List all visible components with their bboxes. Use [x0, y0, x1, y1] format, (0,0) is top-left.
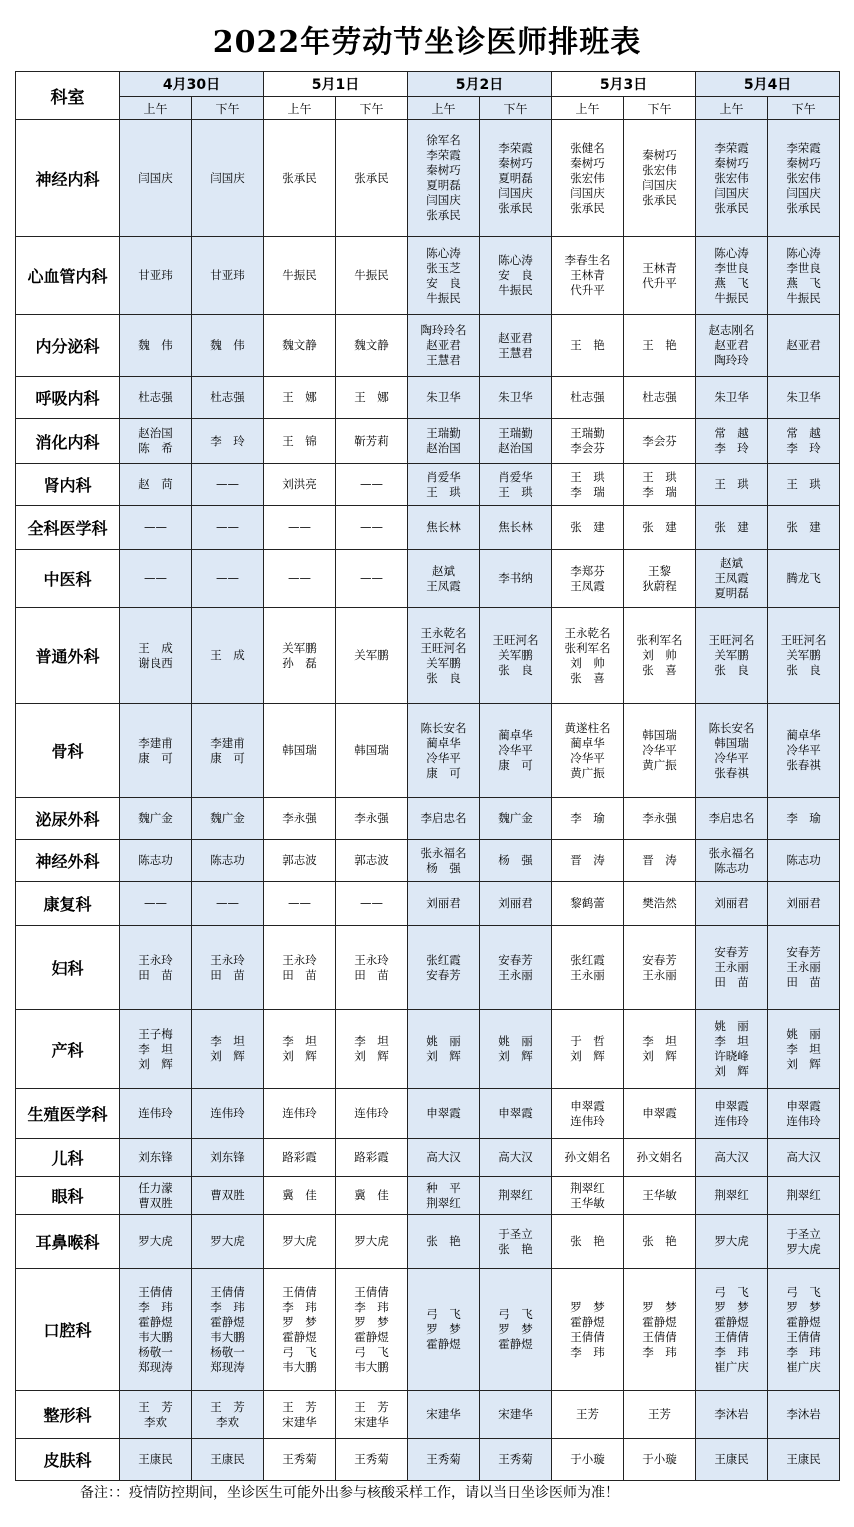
schedule-cell: 王 芳 宋建华 [264, 1391, 336, 1439]
schedule-cell: 晋 涛 [624, 840, 696, 882]
schedule-cell: 张永福名 陈志功 [696, 840, 768, 882]
schedule-cell: 连伟玲 [192, 1089, 264, 1139]
schedule-cell: 王 芳 宋建华 [336, 1391, 408, 1439]
schedule-cell: 郭志波 [336, 840, 408, 882]
schedule-cell: 王秀菊 [336, 1439, 408, 1481]
schedule-cell: 李春生名 王林青 代升平 [552, 237, 624, 315]
schedule-cell: 秦树巧 张宏伟 闫国庆 张承民 [624, 120, 696, 237]
schedule-cell: 张永福名 杨 强 [408, 840, 480, 882]
schedule-cell: 关军鹏 孙 磊 [264, 608, 336, 704]
schedule-cell: 李 坦 刘 辉 [192, 1010, 264, 1089]
schedule-cell: 申翠霞 [480, 1089, 552, 1139]
schedule-cell: 李 坦 刘 辉 [336, 1010, 408, 1089]
afternoon-header: 下午 [480, 97, 552, 120]
table-row [16, 237, 840, 315]
dept-name: 心血管内科 [16, 237, 120, 315]
morning-header: 上午 [120, 97, 192, 120]
schedule-cell: —— [336, 464, 408, 506]
schedule-cell: 王 锦 [264, 419, 336, 464]
table-row [16, 1269, 840, 1391]
schedule-cell: 王 芳 李欢 [120, 1391, 192, 1439]
schedule-cell: 魏广金 [192, 798, 264, 840]
dept-name: 儿科 [16, 1139, 120, 1177]
schedule-cell: 魏 伟 [192, 315, 264, 377]
schedule-cell: 王永玲 田 苗 [120, 926, 192, 1010]
dept-name: 神经内科 [16, 120, 120, 237]
schedule-cell: 赵亚君 [768, 315, 840, 377]
schedule-cell: 韩国瑞 [336, 704, 408, 798]
schedule-cell: 王 娜 [264, 377, 336, 419]
schedule-cell: 魏文静 [264, 315, 336, 377]
schedule-cell: 晋 涛 [552, 840, 624, 882]
schedule-cell: 韩国瑞 冷华平 黄广振 [624, 704, 696, 798]
schedule-cell: 刘洪亮 [264, 464, 336, 506]
schedule-cell: 王 艳 [552, 315, 624, 377]
schedule-cell: 牛振民 [264, 237, 336, 315]
schedule-cell: 张利军名 刘 帅 张 喜 [624, 608, 696, 704]
afternoon-header: 下午 [768, 97, 840, 120]
schedule-cell: 高大汉 [408, 1139, 480, 1177]
schedule-cell: 甘亚玮 [192, 237, 264, 315]
schedule-cell: 魏文静 [336, 315, 408, 377]
schedule-cell: 李荣霞 秦树巧 张宏伟 闫国庆 张承民 [696, 120, 768, 237]
schedule-cell: 刘东锋 [120, 1139, 192, 1177]
dept-name: 普通外科 [16, 608, 120, 704]
schedule-cell: 任力濛 曹双胜 [120, 1177, 192, 1215]
schedule-cell: 于小璇 [552, 1439, 624, 1481]
schedule-cell: 樊浩然 [624, 882, 696, 926]
schedule-cell: 王瑞勤 李会芬 [552, 419, 624, 464]
table-row [16, 377, 840, 419]
schedule-cell: 李建甫 康 可 [192, 704, 264, 798]
dept-name: 妇科 [16, 926, 120, 1010]
schedule-cell: 张红霞 安春芳 [408, 926, 480, 1010]
schedule-cell: 陈志功 [192, 840, 264, 882]
schedule-cell: 李沐岩 [768, 1391, 840, 1439]
schedule-cell: 魏 伟 [120, 315, 192, 377]
schedule-cell: 孙文娟名 [552, 1139, 624, 1177]
schedule-cell: 李永强 [336, 798, 408, 840]
schedule-cell: —— [264, 550, 336, 608]
schedule-cell: 牛振民 [336, 237, 408, 315]
schedule-cell: 赵志刚名 赵亚君 陶玲玲 [696, 315, 768, 377]
schedule-cell: 陈心涛 安 良 牛振民 [480, 237, 552, 315]
schedule-cell: 魏广金 [480, 798, 552, 840]
table-row [16, 798, 840, 840]
schedule-cell: 弓 飞 罗 梦 霍静煜 [480, 1269, 552, 1391]
schedule-cell: 常 越 李 玲 [768, 419, 840, 464]
schedule-cell: 黎鹤蕾 [552, 882, 624, 926]
schedule-cell: 王倩倩 李 玮 霍静煜 韦大鹏 杨敬一 郑现涛 [120, 1269, 192, 1391]
schedule-cell: 荆翠红 [696, 1177, 768, 1215]
schedule-cell: 罗大虎 [120, 1215, 192, 1269]
table-row [16, 608, 840, 704]
schedule-cell: 腾龙飞 [768, 550, 840, 608]
schedule-cell: 焦长林 [408, 506, 480, 550]
schedule-cell: 种 平 荆翠红 [408, 1177, 480, 1215]
schedule-cell: 王秀菊 [408, 1439, 480, 1481]
schedule-cell: 王 娜 [336, 377, 408, 419]
dept-name: 皮肤科 [16, 1439, 120, 1481]
table-row [16, 1215, 840, 1269]
schedule-cell: 王 珙 李 瑞 [552, 464, 624, 506]
schedule-cell: 杜志强 [192, 377, 264, 419]
schedule-cell: 罗大虎 [336, 1215, 408, 1269]
schedule-cell: 刘丽君 [480, 882, 552, 926]
schedule-cell: 杜志强 [552, 377, 624, 419]
dept-name: 肾内科 [16, 464, 120, 506]
schedule-cell: 罗 梦 霍静煜 王倩倩 李 玮 [552, 1269, 624, 1391]
schedule-cell: 刘丽君 [408, 882, 480, 926]
schedule-cell: 王倩倩 李 玮 罗 梦 霍静煜 弓 飞 韦大鹏 [336, 1269, 408, 1391]
schedule-cell: 陈心涛 张玉芝 安 良 牛振民 [408, 237, 480, 315]
schedule-cell: 连伟玲 [264, 1089, 336, 1139]
footnote: 备注：：疫情防控期间，坐诊医生可能外出参与核酸采样工作，请以当日坐诊医师为准！ [80, 1485, 619, 1501]
page-title: 2022年劳动节坐诊医师排班表 [212, 25, 642, 60]
schedule-cell: 闫国庆 [192, 120, 264, 237]
schedule-cell: 张红霞 王永丽 [552, 926, 624, 1010]
schedule-cell: 罗大虎 [192, 1215, 264, 1269]
schedule-cell: 杜志强 [624, 377, 696, 419]
schedule-cell: 李启忠名 [696, 798, 768, 840]
schedule-cell: 王 成 [192, 608, 264, 704]
schedule-cell: 王旺河名 关军鹏 张 良 [768, 608, 840, 704]
morning-header: 上午 [552, 97, 624, 120]
schedule-cell: 刘东锋 [192, 1139, 264, 1177]
schedule-cell: 王瑞勤 赵治国 [480, 419, 552, 464]
schedule-cell: 连伟玲 [336, 1089, 408, 1139]
schedule-cell: 赵治国 陈 希 [120, 419, 192, 464]
schedule-cell: 弓 飞 罗 梦 霍静煜 王倩倩 李 玮 崔广庆 [696, 1269, 768, 1391]
schedule-cell: 李沐岩 [696, 1391, 768, 1439]
schedule-cell: 常 越 李 玲 [696, 419, 768, 464]
schedule-cell: —— [264, 506, 336, 550]
morning-header: 上午 [696, 97, 768, 120]
table-row [16, 1010, 840, 1089]
dept-name: 中医科 [16, 550, 120, 608]
schedule-cell: 刘丽君 [768, 882, 840, 926]
table-row [16, 840, 840, 882]
schedule-cell: 陈志功 [768, 840, 840, 882]
dept-name: 口腔科 [16, 1269, 120, 1391]
schedule-cell: 陈心涛 李世良 燕 飞 牛振民 [768, 237, 840, 315]
schedule-cell: 王旺河名 关军鹏 张 良 [696, 608, 768, 704]
schedule-cell: 李荣霞 秦树巧 张宏伟 闫国庆 张承民 [768, 120, 840, 237]
dept-name: 呼吸内科 [16, 377, 120, 419]
table-row [16, 1439, 840, 1481]
schedule-cell: 安春芳 王永丽 田 苗 [696, 926, 768, 1010]
schedule-cell: 蔺卓华 冷华平 康 可 [480, 704, 552, 798]
table-row [16, 506, 840, 550]
schedule-cell: —— [336, 882, 408, 926]
schedule-cell: —— [336, 506, 408, 550]
date-header: 5月2日 [408, 72, 552, 97]
table-row [16, 1139, 840, 1177]
dept-name: 耳鼻喉科 [16, 1215, 120, 1269]
schedule-cell: 王 珙 [768, 464, 840, 506]
schedule-cell: 赵斌 王凤霞 [408, 550, 480, 608]
schedule-cell: 荆翠红 [480, 1177, 552, 1215]
schedule-cell: 黄遂柱名 蔺卓华 冷华平 黄广振 [552, 704, 624, 798]
schedule-cell: 李 坦 刘 辉 [264, 1010, 336, 1089]
schedule-cell: 罗大虎 [696, 1215, 768, 1269]
schedule-cell: 徐军名 李荣霞 秦树巧 夏明磊 闫国庆 张承民 [408, 120, 480, 237]
dept-name: 康复科 [16, 882, 120, 926]
schedule-cell: 赵亚君 王慧君 [480, 315, 552, 377]
date-header-row [16, 72, 840, 97]
schedule-cell: 闫国庆 [120, 120, 192, 237]
schedule-cell: 连伟玲 [120, 1089, 192, 1139]
schedule-cell: 甘亚玮 [120, 237, 192, 315]
schedule-cell: 冀 佳 [264, 1177, 336, 1215]
schedule-cell: 李 瑜 [768, 798, 840, 840]
dept-header: 科室 [16, 72, 120, 120]
afternoon-header: 下午 [192, 97, 264, 120]
schedule-cell: 申翠霞 [408, 1089, 480, 1139]
schedule-cell: 姚 丽 刘 辉 [480, 1010, 552, 1089]
schedule-cell: —— [192, 882, 264, 926]
schedule-cell: 肖爱华 王 珙 [480, 464, 552, 506]
schedule-cell: 王秀菊 [264, 1439, 336, 1481]
morning-header: 上午 [408, 97, 480, 120]
date-header: 5月4日 [696, 72, 840, 97]
schedule-cell: 李 玲 [192, 419, 264, 464]
schedule-cell: 陈长安名 韩国瑞 冷华平 张春祺 [696, 704, 768, 798]
schedule-cell: 陶玲玲名 赵亚君 王慧君 [408, 315, 480, 377]
schedule-cell: 冀 佳 [336, 1177, 408, 1215]
dept-name: 泌尿外科 [16, 798, 120, 840]
schedule-cell: 高大汉 [696, 1139, 768, 1177]
schedule-cell: 王 珙 [696, 464, 768, 506]
schedule-cell: 王倩倩 李 玮 罗 梦 霍静煜 弓 飞 韦大鹏 [264, 1269, 336, 1391]
schedule-cell: 王林青 代升平 [624, 237, 696, 315]
schedule-cell: 张 艳 [408, 1215, 480, 1269]
schedule-table [15, 71, 840, 1481]
date-header: 5月3日 [552, 72, 696, 97]
schedule-cell: 申翠霞 连伟玲 [696, 1089, 768, 1139]
schedule-cell: 王 芳 李欢 [192, 1391, 264, 1439]
table-row [16, 704, 840, 798]
schedule-cell: 荆翠红 [768, 1177, 840, 1215]
schedule-cell: 于圣立 张 艳 [480, 1215, 552, 1269]
schedule-cell: 安春芳 王永丽 [480, 926, 552, 1010]
schedule-cell: 高大汉 [768, 1139, 840, 1177]
dept-name: 全科医学科 [16, 506, 120, 550]
schedule-cell: 高大汉 [480, 1139, 552, 1177]
dept-name: 生殖医学科 [16, 1089, 120, 1139]
schedule-cell: 宋建华 [480, 1391, 552, 1439]
schedule-cell: 宋建华 [408, 1391, 480, 1439]
dept-name: 骨科 [16, 704, 120, 798]
schedule-cell: 张 艳 [624, 1215, 696, 1269]
schedule-cell: 朱卫华 [696, 377, 768, 419]
schedule-cell: 王华敏 [624, 1177, 696, 1215]
schedule-cell: 王永玲 田 苗 [336, 926, 408, 1010]
morning-header: 上午 [264, 97, 336, 120]
schedule-cell: 张 建 [696, 506, 768, 550]
schedule-cell: 陈心涛 李世良 燕 飞 牛振民 [696, 237, 768, 315]
schedule-cell: 蔺卓华 冷华平 张春祺 [768, 704, 840, 798]
date-header: 4月30日 [120, 72, 264, 97]
schedule-body [16, 120, 840, 1481]
schedule-cell: 李 瑜 [552, 798, 624, 840]
schedule-cell: 姚 丽 李 坦 刘 辉 [768, 1010, 840, 1089]
schedule-cell: 陈志功 [120, 840, 192, 882]
schedule-cell: 赵斌 王凤霞 夏明磊 [696, 550, 768, 608]
schedule-cell: 路彩霞 [336, 1139, 408, 1177]
schedule-cell: —— [192, 464, 264, 506]
schedule-cell: 赵 苘 [120, 464, 192, 506]
schedule-cell: 弓 飞 罗 梦 霍静煜 [408, 1269, 480, 1391]
schedule-cell: 张健名 秦树巧 张宏伟 闫国庆 张承民 [552, 120, 624, 237]
table-row [16, 1391, 840, 1439]
schedule-cell: 王旺河名 关军鹏 张 良 [480, 608, 552, 704]
schedule-cell: 刘丽君 [696, 882, 768, 926]
schedule-cell: —— [120, 882, 192, 926]
schedule-cell: 靳芳莉 [336, 419, 408, 464]
schedule-cell: 申翠霞 连伟玲 [552, 1089, 624, 1139]
schedule-cell: 王 艳 [624, 315, 696, 377]
schedule-cell: 王永玲 田 苗 [192, 926, 264, 1010]
schedule-cell: 路彩霞 [264, 1139, 336, 1177]
schedule-cell: 李书纳 [480, 550, 552, 608]
schedule-cell: 张承民 [336, 120, 408, 237]
schedule-cell: 张 艳 [552, 1215, 624, 1269]
schedule-cell: 王芳 [552, 1391, 624, 1439]
table-row [16, 120, 840, 237]
dept-name: 产科 [16, 1010, 120, 1089]
schedule-cell: 于小璇 [624, 1439, 696, 1481]
schedule-cell: —— [120, 506, 192, 550]
schedule-cell: 王秀菊 [480, 1439, 552, 1481]
schedule-cell: —— [120, 550, 192, 608]
schedule-cell: 朱卫华 [408, 377, 480, 419]
schedule-cell: 罗大虎 [264, 1215, 336, 1269]
dept-name: 整形科 [16, 1391, 120, 1439]
table-row [16, 315, 840, 377]
schedule-cell: 陈长安名 蔺卓华 冷华平 康 可 [408, 704, 480, 798]
schedule-cell: 荆翠红 王华敏 [552, 1177, 624, 1215]
schedule-cell: 王康民 [120, 1439, 192, 1481]
schedule-cell: 肖爱华 王 珙 [408, 464, 480, 506]
schedule-cell: 王芳 [624, 1391, 696, 1439]
schedule-cell: 张 建 [624, 506, 696, 550]
schedule-cell: 朱卫华 [480, 377, 552, 419]
schedule-cell: 李荣霞 秦树巧 夏明磊 闫国庆 张承民 [480, 120, 552, 237]
schedule-cell: 王黎 狄蔚程 [624, 550, 696, 608]
schedule-cell: 李会芬 [624, 419, 696, 464]
table-row [16, 550, 840, 608]
dept-name: 眼科 [16, 1177, 120, 1215]
table-row [16, 419, 840, 464]
schedule-cell: 李郑芬 王凤霞 [552, 550, 624, 608]
schedule-cell: 曹双胜 [192, 1177, 264, 1215]
half-day-header-row [16, 97, 840, 120]
schedule-cell: 于 哲 刘 辉 [552, 1010, 624, 1089]
schedule-cell: 张 建 [552, 506, 624, 550]
schedule-cell: —— [192, 506, 264, 550]
schedule-cell: 申翠霞 [624, 1089, 696, 1139]
schedule-cell: 弓 飞 罗 梦 霍静煜 王倩倩 李 玮 崔广庆 [768, 1269, 840, 1391]
dept-name: 内分泌科 [16, 315, 120, 377]
schedule-cell: 安春芳 王永丽 田 苗 [768, 926, 840, 1010]
schedule-cell: 王永玲 田 苗 [264, 926, 336, 1010]
schedule-cell: 罗 梦 霍静煜 王倩倩 李 玮 [624, 1269, 696, 1391]
schedule-cell: 焦长林 [480, 506, 552, 550]
schedule-cell: 姚 丽 刘 辉 [408, 1010, 480, 1089]
schedule-cell: 张承民 [264, 120, 336, 237]
schedule-cell: 李启忠名 [408, 798, 480, 840]
schedule-cell: 关军鹏 [336, 608, 408, 704]
dept-name: 消化内科 [16, 419, 120, 464]
schedule-cell: 王永乾名 王旺河名 关军鹏 张 良 [408, 608, 480, 704]
schedule-cell: 杜志强 [120, 377, 192, 419]
table-row [16, 1089, 840, 1139]
schedule-cell: 王 珙 李 瑞 [624, 464, 696, 506]
schedule-cell: 郭志波 [264, 840, 336, 882]
schedule-cell: 王康民 [768, 1439, 840, 1481]
schedule-cell: 朱卫华 [768, 377, 840, 419]
schedule-cell: —— [264, 882, 336, 926]
schedule-cell: 魏广金 [120, 798, 192, 840]
schedule-cell: 王 成 谢良西 [120, 608, 192, 704]
schedule-cell: —— [192, 550, 264, 608]
schedule-cell: —— [336, 550, 408, 608]
schedule-cell: 王康民 [696, 1439, 768, 1481]
schedule-cell: 王康民 [192, 1439, 264, 1481]
schedule-cell: 李永强 [264, 798, 336, 840]
schedule-cell: 张 建 [768, 506, 840, 550]
afternoon-header: 下午 [624, 97, 696, 120]
afternoon-header: 下午 [336, 97, 408, 120]
schedule-cell: 李 坦 刘 辉 [624, 1010, 696, 1089]
table-row [16, 1177, 840, 1215]
schedule-cell: 安春芳 王永丽 [624, 926, 696, 1010]
schedule-cell: 李建甫 康 可 [120, 704, 192, 798]
dept-name: 神经外科 [16, 840, 120, 882]
schedule-cell: 李永强 [624, 798, 696, 840]
table-row [16, 926, 840, 1010]
schedule-cell: 王子梅 李 坦 刘 辉 [120, 1010, 192, 1089]
schedule-cell: 韩国瑞 [264, 704, 336, 798]
schedule-cell: 王永乾名 张利军名 刘 帅 张 喜 [552, 608, 624, 704]
schedule-cell: 杨 强 [480, 840, 552, 882]
schedule-cell: 王瑞勤 赵治国 [408, 419, 480, 464]
schedule-cell: 姚 丽 李 坦 许晓峰 刘 辉 [696, 1010, 768, 1089]
date-header: 5月1日 [264, 72, 408, 97]
schedule-cell: 于圣立 罗大虎 [768, 1215, 840, 1269]
schedule-cell: 孙文娟名 [624, 1139, 696, 1177]
schedule-cell: 王倩倩 李 玮 霍静煜 韦大鹏 杨敬一 郑现涛 [192, 1269, 264, 1391]
schedule-cell: 申翠霞 连伟玲 [768, 1089, 840, 1139]
table-row [16, 464, 840, 506]
table-row [16, 882, 840, 926]
